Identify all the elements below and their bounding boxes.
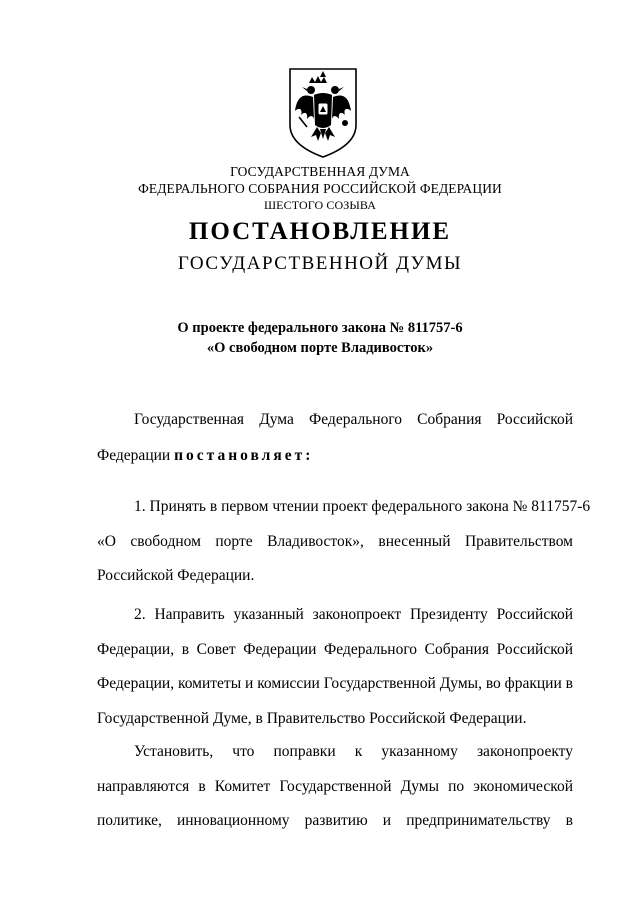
clause-1-line-3: Российской Федерации. (97, 567, 255, 584)
preamble-line-1: Государственная Дума Федерального Собрания Российской (134, 411, 574, 428)
clause-2-line-4: Государственной Думе, в Правительство Российской Федерации. (97, 709, 527, 727)
clause-2-line-3: Федерации, комитеты и комиссии Государственной Думы, во фракции в (97, 675, 573, 692)
russian-coat-of-arms-icon (287, 67, 359, 159)
clause-1-line-1: 1. Принять в первом чтении проект федерального закона № 811757-6 (134, 498, 591, 515)
issuer-line-1: ГОСУДАРСТВЕННАЯ ДУМА (230, 164, 410, 179)
subject-line-1: О проекте федерального закона № 811757-6 (177, 320, 463, 336)
document-subject (0, 318, 640, 358)
clause-2-line-2: Федерации, в Совет Федерации Федерального Собрания Российской (97, 640, 573, 658)
clause-3-line-3: политике, инновационному развитию и предпринимательству в (97, 812, 573, 829)
preamble-line-2: Федерации постановляет: (97, 447, 314, 464)
clause-1 (97, 490, 591, 594)
issuer-line-2: ФЕДЕРАЛЬНОГО СОБРАНИЯ РОССИЙСКОЙ ФЕДЕРАЦИИ (138, 181, 502, 196)
clause-3-line-2: направляются в Комитет Государственной Думы по экономической (97, 777, 573, 795)
clause-3-line-1: Установить, что поправки к указанному законопроекту (134, 743, 573, 760)
clause-2 (97, 598, 573, 736)
clause-1-line-2: «О свободном порте Владивосток», внесенный Правительством (97, 532, 573, 550)
resolves-word: постановляет: (174, 447, 314, 464)
issuer-line-3: ШЕСТОГО СОЗЫВА (263, 198, 377, 212)
clause-3 (97, 735, 573, 839)
document-title: ПОСТАНОВЛЕНИЕ (188, 218, 452, 245)
clause-2-line-1: 2. Направить указанный законопроект Президенту Российской (134, 606, 573, 623)
document-subtitle: ГОСУДАРСТВЕННОЙ ДУМЫ (177, 253, 463, 274)
issuer-header (0, 163, 640, 214)
subject-line-2: «О свободном порте Владивосток» (206, 340, 434, 356)
preamble (97, 411, 573, 483)
